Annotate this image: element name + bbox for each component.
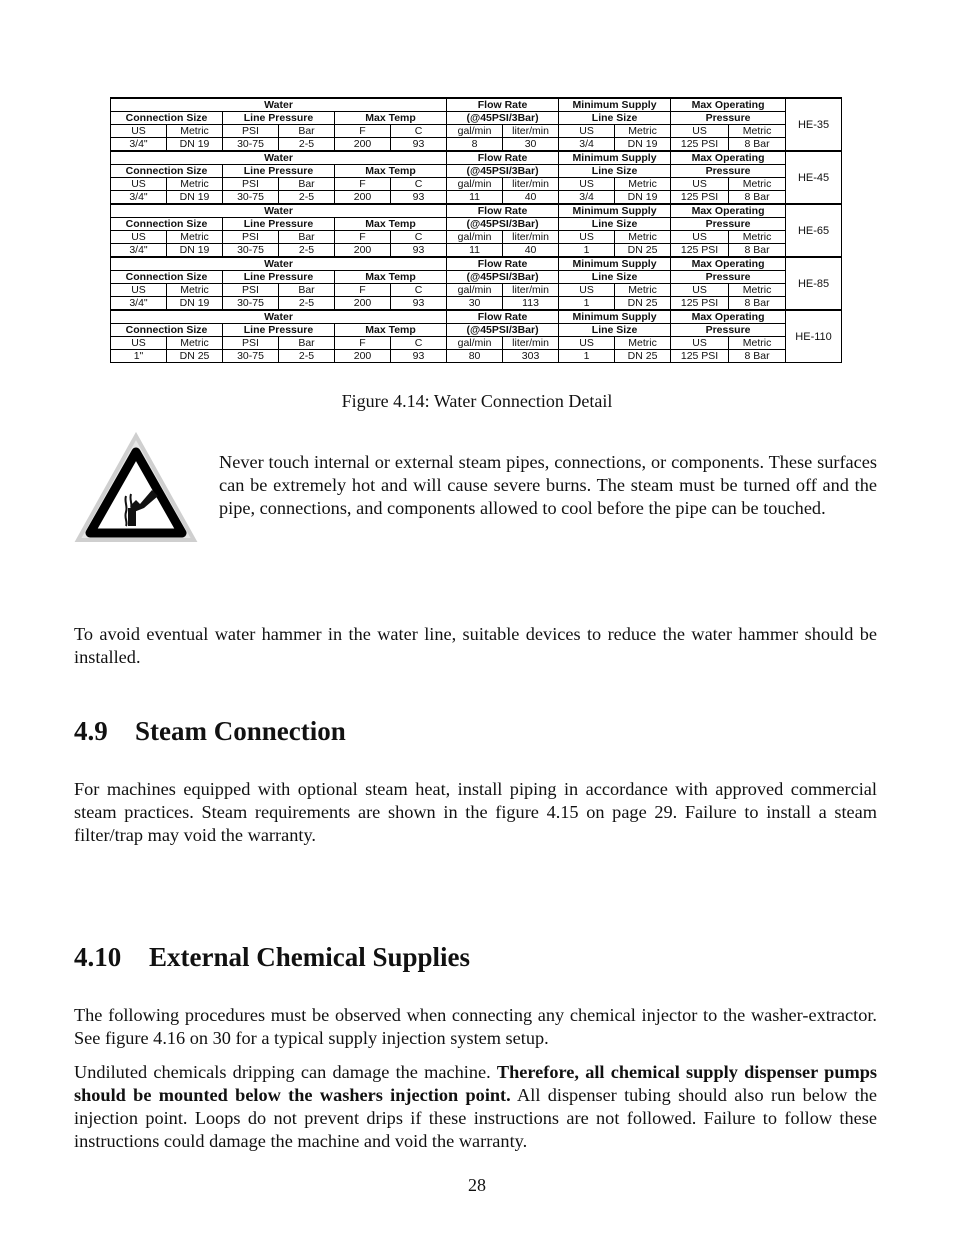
unit-cell: US [671,231,729,244]
header-line-size: Line Size [559,271,671,284]
value-cell: 125 PSI [671,244,729,258]
unit-cell: gal/min [447,231,503,244]
section-number: 4.9 [74,716,108,746]
value-cell: DN 19 [615,191,671,205]
unit-cell: Metric [615,337,671,350]
header-pressure: Pressure [671,112,786,125]
unit-cell: Bar [279,284,335,297]
header-flow-rate: Flow Rate [447,98,559,112]
table-row [111,324,842,337]
header-connection-size: Connection Size [111,324,223,337]
value-cell: DN 19 [167,191,223,205]
value-cell: 2-5 [279,138,335,152]
value-cell: 8 Bar [729,350,786,363]
value-cell: 2-5 [279,244,335,258]
unit-cell: Metric [167,284,223,297]
burn-warning-text: Never touch internal or external steam pipes, connections, or components. These surfaces can be extremely hot and will cause severe burns. The steam must be turned off and the pipe, connections, and components allowed to cool before the pipe can be touched. [219,452,877,518]
unit-cell: C [391,125,447,138]
unit-cell: F [335,284,391,297]
water-connection-table [110,97,842,363]
value-cell: 200 [335,244,391,258]
value-cell: DN 25 [615,244,671,258]
unit-cell: C [391,284,447,297]
unit-cell: F [335,231,391,244]
value-cell: DN 25 [615,297,671,311]
value-cell: 30 [447,297,503,311]
value-cell: 1" [111,350,167,363]
header-water: Water [111,310,447,324]
value-cell: 30-75 [223,191,279,205]
unit-cell: liter/min [503,284,559,297]
section-4-10-heading [74,941,470,973]
unit-cell: US [111,284,167,297]
header-flow-rate-sub: (@45PSI/3Bar) [447,218,559,231]
header-flow-rate: Flow Rate [447,310,559,324]
unit-cell: Bar [279,231,335,244]
unit-cell: US [559,231,615,244]
model-name: HE-45 [786,151,842,204]
unit-cell: liter/min [503,231,559,244]
steam-paragraph: For machines equipped with optional steam heat, install piping in accordance with approved commercial steam practices. Steam requirements are shown in the figure 4.15 on page 29. Failure to install a steam filter/trap may void the warranty. [74,779,877,845]
unit-cell: C [391,231,447,244]
header-pressure: Pressure [671,271,786,284]
value-cell: 3/4" [111,297,167,311]
burn-hazard-warning-icon [74,432,198,544]
header-pressure: Pressure [671,218,786,231]
value-cell: 93 [391,350,447,363]
header-flow-rate-sub: (@45PSI/3Bar) [447,271,559,284]
unit-cell: PSI [223,337,279,350]
unit-cell: Bar [279,125,335,138]
section-4-9-heading [74,715,346,747]
chemical-warning-bold: Therefore, all chemical supply dispenser pumps should be mounted below the washers injection point. [74,1062,878,1105]
value-cell: DN 19 [167,244,223,258]
unit-cell: Metric [729,231,786,244]
model-name: HE-110 [786,310,842,363]
header-max-operating: Max Operating [671,204,786,218]
unit-cell: F [335,337,391,350]
table-row [111,271,842,284]
unit-cell: US [559,125,615,138]
header-connection-size: Connection Size [111,165,223,178]
section-number: 4.10 [74,942,122,972]
header-connection-size: Connection Size [111,271,223,284]
value-cell: 200 [335,138,391,152]
value-cell: 2-5 [279,191,335,205]
header-water: Water [111,151,447,165]
header-max-operating: Max Operating [671,257,786,271]
table-row [111,151,842,165]
header-water: Water [111,257,447,271]
value-cell: 3/4 [559,138,615,152]
unit-cell: US [671,284,729,297]
header-max-temp: Max Temp [335,271,447,284]
value-cell: 40 [503,244,559,258]
unit-cell: Metric [729,178,786,191]
value-cell: 93 [391,138,447,152]
value-cell: 1 [559,244,615,258]
water-hammer-paragraph: To avoid eventual water hammer in the water line, suitable devices to reduce the water hammer should be installed. [74,624,877,667]
value-cell: 30-75 [223,297,279,311]
model-name: HE-65 [786,204,842,257]
header-water: Water [111,204,447,218]
header-line-size: Line Size [559,165,671,178]
header-connection-size: Connection Size [111,218,223,231]
unit-cell: gal/min [447,178,503,191]
unit-cell: C [391,337,447,350]
table-row [111,310,842,324]
header-water: Water [111,98,447,112]
unit-cell: Metric [729,284,786,297]
model-name: HE-85 [786,257,842,310]
value-cell: 200 [335,191,391,205]
value-cell: 125 PSI [671,138,729,152]
value-cell: 11 [447,191,503,205]
value-cell: 2-5 [279,297,335,311]
unit-cell: Bar [279,178,335,191]
value-cell: 200 [335,350,391,363]
unit-cell: PSI [223,284,279,297]
unit-cell: Metric [729,337,786,350]
chemical-warning-paragraph [74,1061,877,1153]
unit-cell: gal/min [447,337,503,350]
value-cell: 93 [391,191,447,205]
header-flow-rate: Flow Rate [447,204,559,218]
header-line-pressure: Line Pressure [223,218,335,231]
value-cell: 113 [503,297,559,311]
unit-cell: US [559,337,615,350]
unit-cell: gal/min [447,125,503,138]
header-flow-rate-sub: (@45PSI/3Bar) [447,165,559,178]
unit-cell: Metric [615,284,671,297]
table-row [111,337,842,350]
header-max-temp: Max Temp [335,324,447,337]
value-cell: DN 19 [615,138,671,152]
value-cell: 125 PSI [671,350,729,363]
unit-cell: liter/min [503,125,559,138]
header-line-size: Line Size [559,218,671,231]
table-row [111,284,842,297]
model-name: HE-35 [786,98,842,151]
value-cell: 3/4" [111,191,167,205]
chemical-warning-text-cont: All dispenser tubing should also run below the injection point. Loops do not prevent drips if these instructions are not followed. Failure to follow these instructions could damage the machine and void the warranty. [74,1085,877,1151]
unit-cell: gal/min [447,284,503,297]
header-max-temp: Max Temp [335,218,447,231]
unit-cell: PSI [223,178,279,191]
unit-cell: US [111,231,167,244]
unit-cell: Metric [615,125,671,138]
unit-cell: Metric [615,178,671,191]
value-cell: DN 25 [615,350,671,363]
header-line-pressure: Line Pressure [223,165,335,178]
header-max-operating: Max Operating [671,98,786,112]
table-row [111,204,842,218]
section-title: External Chemical Supplies [149,942,471,972]
table-row [111,231,842,244]
unit-cell: US [671,337,729,350]
value-cell: 40 [503,191,559,205]
header-max-operating: Max Operating [671,310,786,324]
value-cell: 2-5 [279,350,335,363]
value-cell: 8 [447,138,503,152]
unit-cell: F [335,125,391,138]
value-cell: 3/4" [111,138,167,152]
header-line-pressure: Line Pressure [223,271,335,284]
header-pressure: Pressure [671,165,786,178]
value-cell: 303 [503,350,559,363]
value-cell: DN 19 [167,297,223,311]
value-cell: 80 [447,350,503,363]
unit-cell: Metric [167,231,223,244]
header-line-size: Line Size [559,324,671,337]
unit-cell: Metric [615,231,671,244]
unit-cell: US [671,125,729,138]
header-max-temp: Max Temp [335,165,447,178]
unit-cell: Metric [167,125,223,138]
unit-cell: Metric [167,337,223,350]
table-row [111,98,842,112]
chemical-warning-text: Undiluted chemicals dripping can damage the machine. [74,1062,497,1082]
value-cell: 8 Bar [729,297,786,311]
table-row [111,178,842,191]
unit-cell: Metric [167,178,223,191]
unit-cell: US [111,337,167,350]
value-cell: DN 19 [167,138,223,152]
header-connection-size: Connection Size [111,112,223,125]
header-max-operating: Max Operating [671,151,786,165]
table-row [111,350,842,363]
header-flow-rate-sub: (@45PSI/3Bar) [447,112,559,125]
value-cell: 30-75 [223,350,279,363]
header-flow-rate: Flow Rate [447,257,559,271]
value-cell: 93 [391,244,447,258]
value-cell: 30-75 [223,138,279,152]
table-row [111,191,842,205]
value-cell: 1 [559,350,615,363]
value-cell: DN 25 [167,350,223,363]
figure-caption: Figure 4.14: Water Connection Detail [341,391,613,411]
value-cell: 125 PSI [671,297,729,311]
table-row [111,138,842,152]
value-cell: 200 [335,297,391,311]
unit-cell: US [559,178,615,191]
unit-cell: US [559,284,615,297]
unit-cell: Bar [279,337,335,350]
value-cell: 93 [391,297,447,311]
header-flow-rate-sub: (@45PSI/3Bar) [447,324,559,337]
table-row [111,125,842,138]
header-flow-rate: Flow Rate [447,151,559,165]
unit-cell: PSI [223,125,279,138]
table-row [111,112,842,125]
unit-cell: PSI [223,231,279,244]
unit-cell: C [391,178,447,191]
unit-cell: US [671,178,729,191]
value-cell: 3/4" [111,244,167,258]
table-row [111,165,842,178]
value-cell: 11 [447,244,503,258]
value-cell: 30 [503,138,559,152]
header-line-size: Line Size [559,112,671,125]
table-row [111,218,842,231]
unit-cell: F [335,178,391,191]
unit-cell: US [111,178,167,191]
unit-cell: liter/min [503,337,559,350]
value-cell: 8 Bar [729,191,786,205]
value-cell: 30-75 [223,244,279,258]
header-line-pressure: Line Pressure [223,324,335,337]
header-line-pressure: Line Pressure [223,112,335,125]
chemical-injector-paragraph: The following procedures must be observed when connecting any chemical injector to the washer-extractor. See figure 4.16 on 30 for a typical supply injection system setup. [74,1005,877,1048]
table-row [111,257,842,271]
table-row [111,244,842,258]
unit-cell: liter/min [503,178,559,191]
unit-cell: US [111,125,167,138]
value-cell: 8 Bar [729,138,786,152]
unit-cell: Metric [729,125,786,138]
value-cell: 125 PSI [671,191,729,205]
value-cell: 8 Bar [729,244,786,258]
header-pressure: Pressure [671,324,786,337]
table-row [111,297,842,311]
header-min-supply: Minimum Supply [559,204,671,218]
page-number: 28 [468,1175,486,1195]
value-cell: 1 [559,297,615,311]
value-cell: 3/4 [559,191,615,205]
header-min-supply: Minimum Supply [559,98,671,112]
section-title: Steam Connection [135,716,346,746]
header-min-supply: Minimum Supply [559,151,671,165]
header-min-supply: Minimum Supply [559,310,671,324]
header-max-temp: Max Temp [335,112,447,125]
header-min-supply: Minimum Supply [559,257,671,271]
